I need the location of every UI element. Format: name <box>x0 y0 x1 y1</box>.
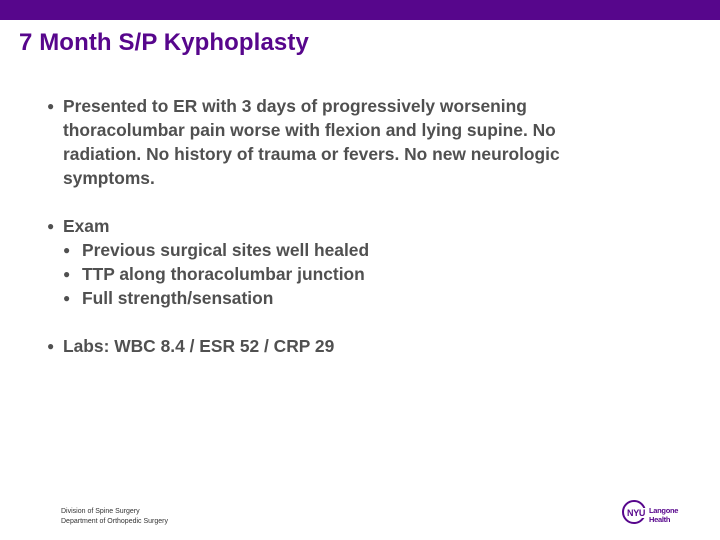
logo-line-2: Health <box>649 515 671 524</box>
bullet-exam <box>46 214 566 310</box>
sub-bullet-surgical-sites <box>63 238 566 262</box>
bullet-dot-icon: ● <box>47 99 55 113</box>
top-accent-bar <box>0 0 720 20</box>
sub-bullet-text: Previous surgical sites well healed <box>82 240 370 260</box>
bullet-labs <box>46 334 566 358</box>
bullet-list <box>46 94 566 358</box>
sub-bullet-dot-icon: ● <box>63 243 71 257</box>
footer-department-line: Department of Orthopedic Surgery <box>61 518 168 525</box>
bullet-dot-icon: ● <box>47 219 55 233</box>
sub-bullet-strength <box>63 286 566 310</box>
sub-bullet-dot-icon: ● <box>63 291 71 305</box>
sub-bullet-ttp <box>63 262 566 286</box>
bullet-presentation <box>46 94 566 190</box>
exam-sub-list <box>63 238 566 310</box>
sub-bullet-text: TTP along thoracolumbar junction <box>82 264 365 284</box>
logo-line-1: Langone <box>649 506 679 515</box>
sub-bullet-dot-icon: ● <box>63 267 71 281</box>
footer-department <box>61 507 168 527</box>
sub-bullet-text: Full strength/sensation <box>82 288 274 308</box>
footer-division-line: Division of Spine Surgery <box>61 508 140 515</box>
logo-mark: NYU <box>627 508 646 518</box>
bullet-text: Exam <box>63 216 110 236</box>
bullet-text: Presented to ER with 3 days of progressively worsening thoracolumbar pain worse with flexion and lying supine. No radiation. No history of trauma or fevers. No new neurologic symptoms. <box>63 96 560 188</box>
logo-wordmark <box>649 506 678 524</box>
slide-title: 7 Month S/P Kyphoplasty <box>19 29 309 56</box>
bullet-text: Labs: WBC 8.4 / ESR 52 / CRP 29 <box>63 336 335 356</box>
nyu-langone-logo <box>622 500 692 528</box>
bullet-dot-icon: ● <box>47 339 55 353</box>
